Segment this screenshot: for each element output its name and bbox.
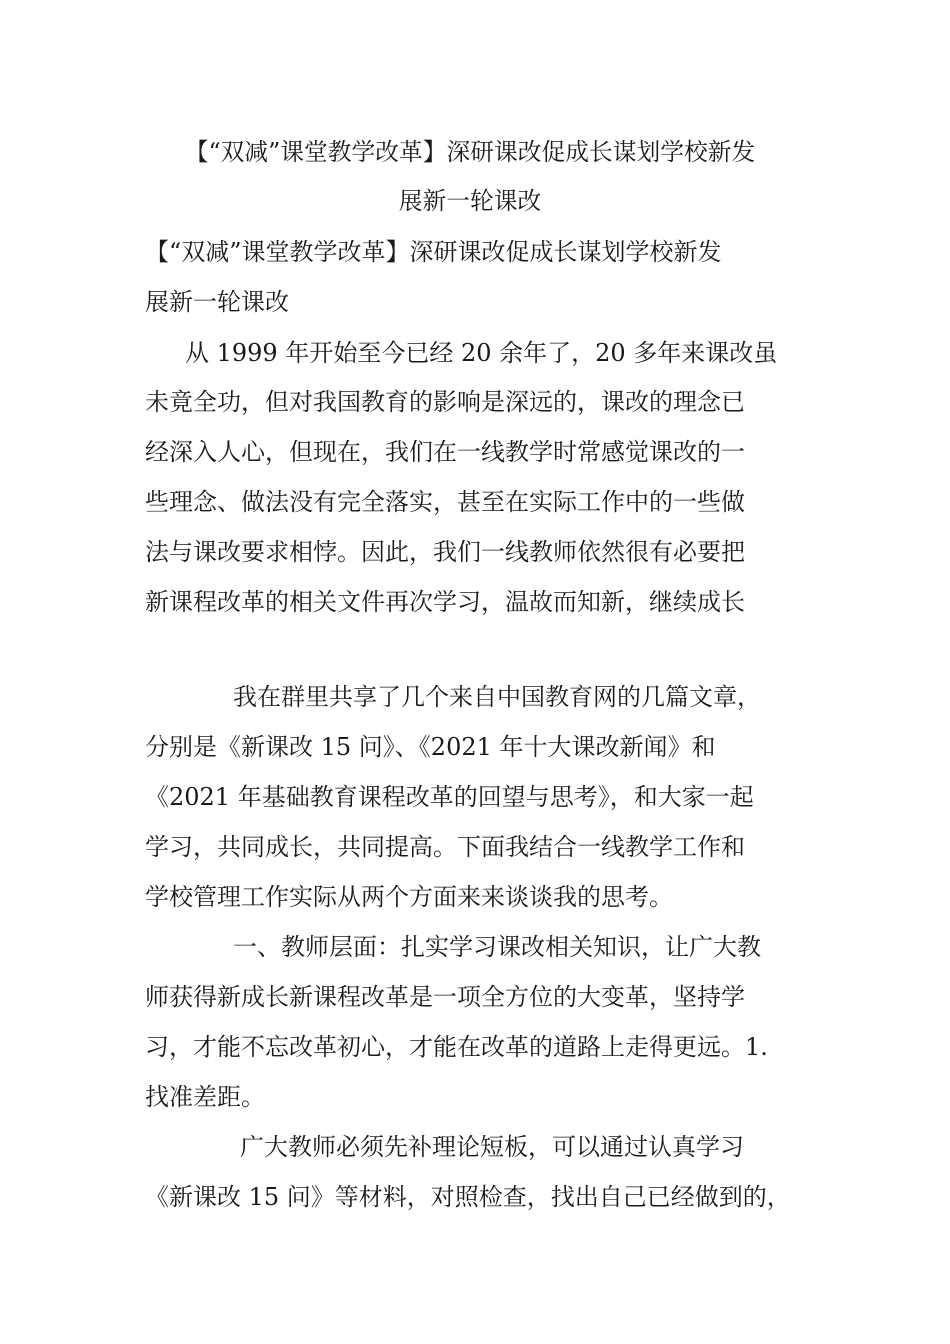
document-title-line-2: 展新一轮课改: [398, 187, 542, 215]
paragraph3-line-4: 找准差距。: [145, 1083, 265, 1111]
paragraph1-line-2: 未竟全功，但对我国教育的影响是深远的，课改的理念已: [145, 388, 745, 416]
heading-line-2: 展新一轮课改: [145, 288, 289, 316]
paragraph1-line-3: 经深入人心，但现在，我们在一线教学时常感觉课改的一: [145, 438, 745, 466]
paragraph2-line-5: 学校管理工作实际从两个方面来来谈谈我的思考。: [145, 883, 673, 911]
paragraph1-line-5: 法与课改要求相悖。因此，我们一线教师依然很有必要把: [145, 538, 745, 566]
paragraph4-line-1: 广大教师必须先补理论短板，可以通过认真学习: [240, 1133, 744, 1161]
paragraph1-line-6: 新课程改革的相关文件再次学习，温故而知新，继续成长: [145, 588, 745, 616]
paragraph3-line-2: 师获得新成长新课程改革是一项全方位的大变革，坚持学: [145, 983, 745, 1011]
paragraph1-line-1: 从 1999 年开始至今已经 20 余年了，20 多年来课改虽: [185, 339, 778, 367]
paragraph2-line-3: 《2021 年基础教育课程改革的回望与思考》，和大家一起: [145, 783, 754, 811]
paragraph4-line-2: 《新课改 15 问》等材料，对照检查，找出自己已经做到的，: [145, 1183, 791, 1211]
paragraph2-line-2: 分别是《新课改 15 问》、《2021 年十大课改新闻》和: [145, 733, 716, 761]
paragraph2-line-1: 我在群里共享了几个来自中国教育网的几篇文章，: [233, 683, 761, 711]
document-title-line-1: 【“双减”课堂教学改革】深研课改促成长谋划学校新发: [184, 138, 756, 166]
paragraph3-line-3: 习，才能不忘改革初心，才能在改革的道路上走得更远。1.: [145, 1033, 768, 1061]
paragraph1-line-4: 些理念、做法没有完全落实，甚至在实际工作中的一些做: [145, 488, 745, 516]
heading-line-1: 【“双减”课堂教学改革】深研课改促成长谋划学校新发: [145, 238, 722, 266]
paragraph2-line-4: 学习，共同成长，共同提高。下面我结合一线教学工作和: [145, 833, 745, 861]
paragraph3-line-1: 一、教师层面：扎实学习课改相关知识，让广大教: [233, 933, 761, 961]
